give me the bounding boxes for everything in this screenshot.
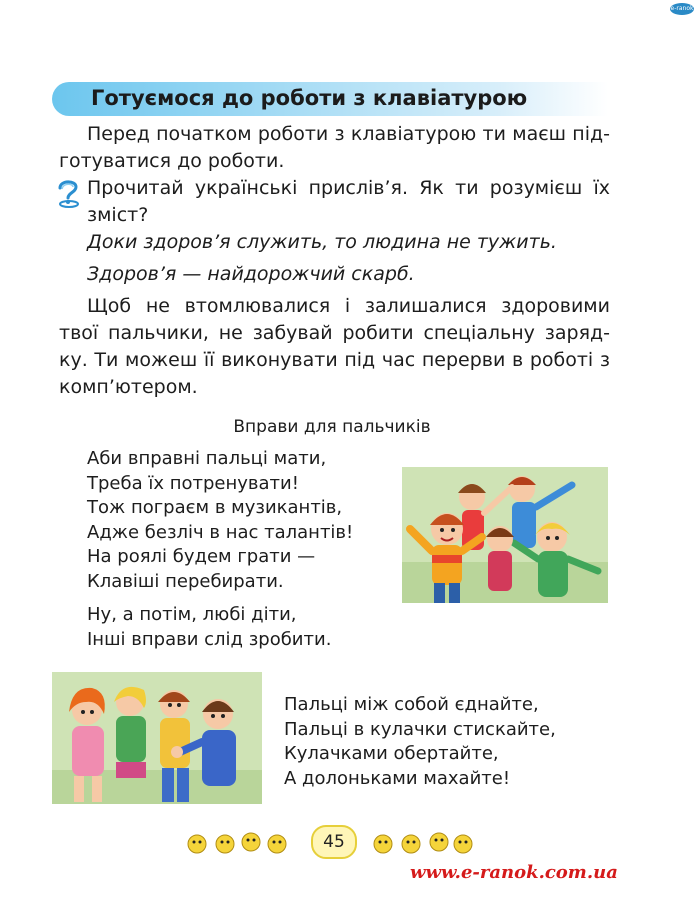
poem-stanza-1	[87, 447, 353, 594]
smiley-icon	[402, 835, 420, 853]
poem-line: Ну, а потім, любі діти,	[87, 604, 297, 625]
kids-group-illustration	[52, 672, 262, 804]
poem-stanza-3	[284, 693, 556, 791]
proverb-2: Здоров’я — найдорожчий скарб.	[87, 263, 415, 285]
poem-line: Пальці в кулачки стискайте,	[284, 718, 556, 740]
exercise-title: Вправи для пальчиків	[233, 417, 431, 437]
smiley-icon	[268, 835, 286, 853]
advice-paragraph	[59, 293, 610, 401]
advice-line: з комп’ютером.	[59, 349, 610, 398]
intro-paragraph	[59, 121, 610, 175]
poem-line: Кулачками обертайте,	[284, 743, 499, 764]
section-heading: Готуємося до роботи з клавіатурою	[91, 86, 528, 110]
smiley-icon	[374, 835, 392, 853]
task-line: зміст?	[87, 204, 149, 226]
poem-line: Клавіші перебирати.	[87, 570, 284, 592]
poem-line: Аби вправні пальці мати,	[87, 448, 327, 469]
proverb-1: Доки здоров’я служить, то людина не тужить.	[87, 231, 557, 253]
poem-line: На роялі будем грати —	[87, 546, 316, 567]
task-line: Прочитай українські прислів’я. Як ти розумієш їх	[87, 177, 610, 199]
task-paragraph	[87, 175, 610, 229]
smiley-icon	[430, 833, 448, 851]
poem-line: Пальці між собой єднайте,	[284, 694, 539, 715]
publisher-logo: e-ranok	[670, 3, 694, 15]
poem-line: А долоньками махайте!	[284, 767, 511, 789]
smiley-icon	[242, 833, 260, 851]
poem-line: Адже безліч в нас талантів!	[87, 521, 354, 543]
smiley-icon	[216, 835, 234, 853]
poem-line: Треба їх потренувати!	[87, 472, 299, 494]
intro-line: готуватися до роботи.	[59, 150, 285, 172]
smiley-icon	[454, 835, 472, 853]
smiley-icon	[188, 835, 206, 853]
kids-waving-illustration	[402, 467, 608, 603]
poem-line: Інші вправи слід зробити.	[87, 628, 332, 650]
question-icon	[56, 178, 82, 208]
poem-stanza-2	[87, 603, 331, 652]
intro-line: Перед початком роботи з клавіатурою ти маєш під-	[87, 123, 610, 145]
advice-line: твої пальчики, не забувай робити спеціальну заряд-	[59, 322, 610, 344]
advice-line: Щоб не втомлювалися і залишалися здоровими	[87, 295, 610, 317]
advice-line: ку. Ти можеш її виконувати під час перерви в роботі	[59, 349, 594, 371]
poem-line: Тож пограєм в музикантів,	[87, 497, 343, 518]
website-link[interactable]: www.e-ranok.com.ua	[410, 862, 618, 883]
page-number: 45	[311, 825, 357, 859]
